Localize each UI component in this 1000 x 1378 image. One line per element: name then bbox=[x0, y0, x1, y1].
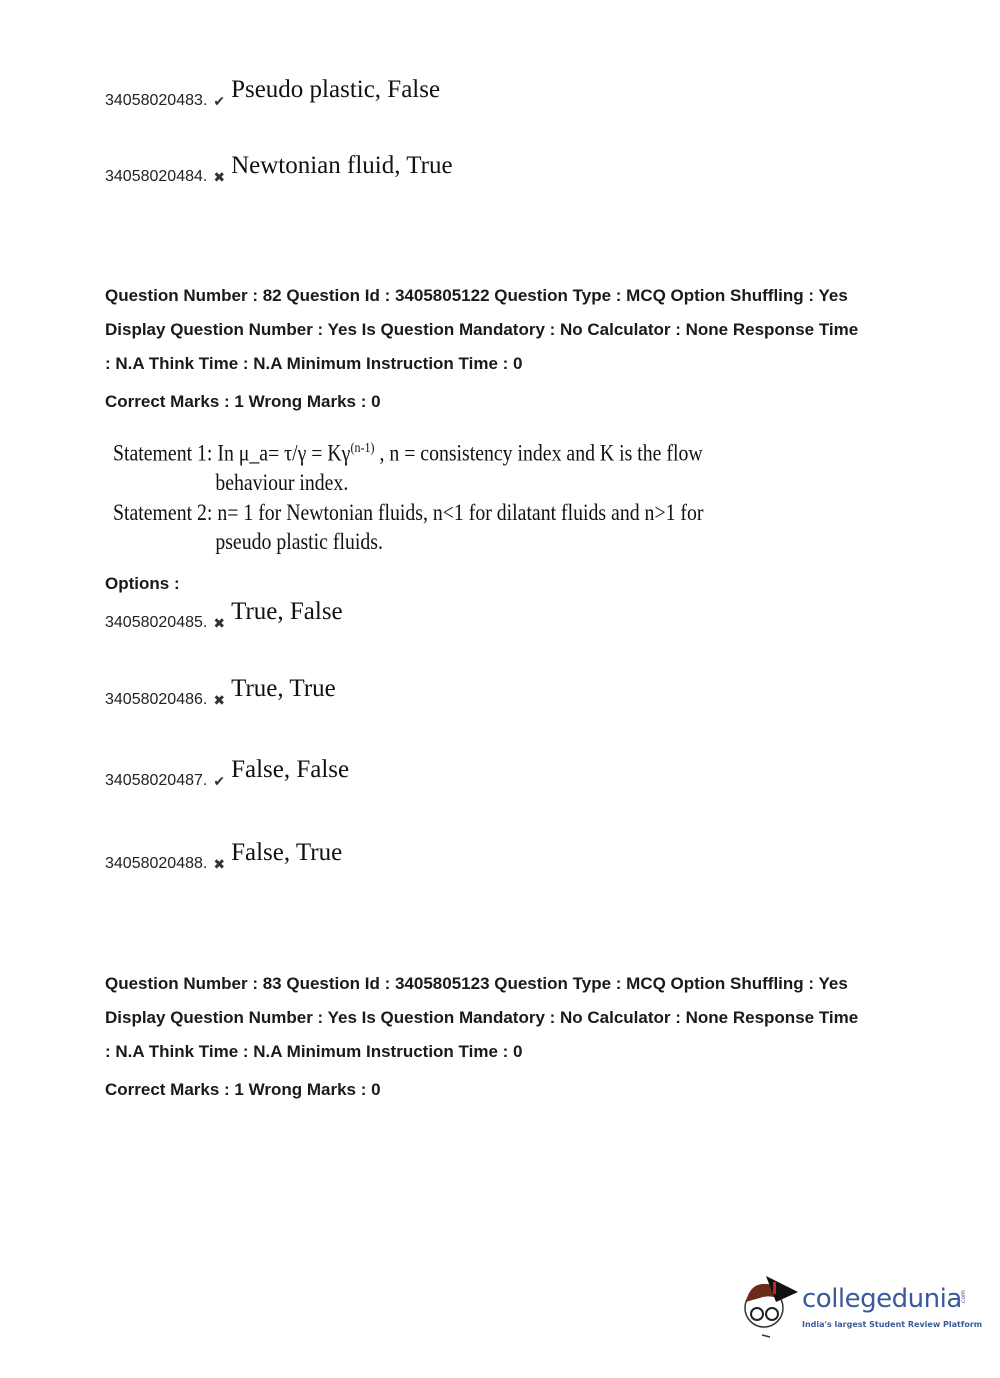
meta-line: : N.A Think Time : N.A Minimum Instruction Time : 0 bbox=[105, 1042, 523, 1061]
options-label: Options : bbox=[105, 574, 180, 593]
logo-tagline: India's largest Student Review Platform bbox=[802, 1320, 983, 1329]
check-icon: ✔ bbox=[213, 774, 226, 790]
option-text: True, True bbox=[231, 675, 336, 702]
option-text: False, False bbox=[231, 756, 350, 783]
option-id: 34058020486. bbox=[105, 691, 208, 708]
exponent: (n-1) bbox=[350, 441, 375, 456]
cross-icon: ✖ bbox=[213, 693, 226, 709]
option-text: Pseudo plastic, False bbox=[231, 76, 441, 103]
question-82-statements bbox=[113, 434, 703, 557]
meta-line: Question Number : 82 Question Id : 3405805122 Question Type : MCQ Option Shuffling : Yes bbox=[105, 286, 848, 305]
option-id: 34058020484. bbox=[105, 168, 208, 185]
cross-icon: ✖ bbox=[213, 857, 226, 873]
check-icon: ✔ bbox=[213, 94, 226, 110]
statement-1-cont: behaviour index. bbox=[215, 470, 349, 496]
mascot-icon bbox=[740, 1272, 802, 1342]
option-id: 34058020488. bbox=[105, 855, 208, 872]
meta-line: Display Question Number : Yes Is Question Mandatory : No Calculator : None Response Time bbox=[105, 1008, 859, 1027]
option-text: Newtonian fluid, True bbox=[231, 152, 453, 179]
cross-icon: ✖ bbox=[213, 616, 226, 632]
question-83-metadata bbox=[105, 967, 858, 1069]
option-34058020487 bbox=[105, 756, 350, 790]
meta-line: Display Question Number : Yes Is Question Mandatory : No Calculator : None Response Time bbox=[105, 320, 859, 339]
question-82-metadata bbox=[105, 279, 858, 381]
option-34058020484 bbox=[105, 152, 453, 186]
option-34058020483 bbox=[105, 76, 441, 110]
logo-wordmark: collegedunia bbox=[802, 1284, 962, 1314]
option-text: True, False bbox=[231, 598, 343, 625]
collegedunia-logo bbox=[740, 1272, 983, 1342]
statement-2: Statement 2: n= 1 for Newtonian fluids, n<1 for dilatant fluids and n>1 for bbox=[113, 499, 704, 525]
meta-line: : N.A Think Time : N.A Minimum Instruction Time : 0 bbox=[105, 354, 523, 373]
question-82-marks: Correct Marks : 1 Wrong Marks : 0 bbox=[105, 392, 381, 411]
question-83-marks: Correct Marks : 1 Wrong Marks : 0 bbox=[105, 1080, 381, 1099]
cross-icon: ✖ bbox=[213, 170, 226, 186]
option-34058020486 bbox=[105, 675, 336, 709]
option-id: 34058020487. bbox=[105, 772, 208, 789]
statement-1: Statement 1: In μ_a= τ/γ = Kγ bbox=[113, 440, 351, 466]
logo-suffix: .com bbox=[959, 1290, 967, 1305]
statement-2-cont: pseudo plastic fluids. bbox=[215, 529, 383, 555]
option-text: False, True bbox=[231, 839, 343, 866]
option-34058020488 bbox=[105, 839, 343, 873]
option-id: 34058020485. bbox=[105, 614, 208, 631]
statement-1-cont: , n = consistency index and K is the flow bbox=[374, 440, 703, 466]
option-id: 34058020483. bbox=[105, 92, 208, 109]
meta-line: Question Number : 83 Question Id : 3405805123 Question Type : MCQ Option Shuffling : Yes bbox=[105, 974, 848, 993]
option-34058020485 bbox=[105, 598, 343, 632]
